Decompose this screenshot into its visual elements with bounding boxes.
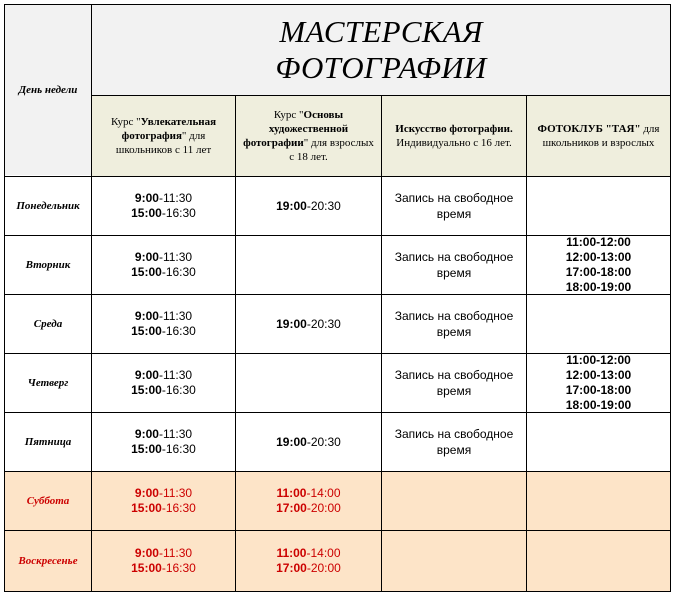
grid-line-horizontal [4, 235, 671, 236]
course-2-cell [236, 472, 381, 530]
time-start: 15:00 [131, 383, 162, 397]
time-slot [131, 486, 196, 501]
day-column-label: День недели [18, 84, 78, 96]
club-slot: 18:00-19:00 [565, 398, 632, 412]
column-header-suffix: " для взрослых с 18 лет. [289, 137, 374, 163]
individual-cell [382, 472, 526, 530]
time-slots [131, 309, 196, 339]
time-slots [131, 486, 196, 516]
time-start: 19:00 [276, 434, 307, 449]
time-slot [276, 435, 341, 450]
individual-cell [382, 354, 526, 412]
club-slot: 11:00-12:00 [566, 354, 631, 367]
time-separator: - [306, 198, 311, 213]
course-1-cell [92, 236, 235, 294]
day-cell [5, 354, 91, 412]
time-separator: - [306, 316, 311, 331]
course-1-cell [92, 177, 235, 235]
column-header-prefix: Курс " [110, 116, 141, 128]
time-slot [131, 442, 196, 457]
time-slots [131, 250, 196, 280]
time-end: 16:30 [165, 501, 196, 515]
time-end: 11:30 [162, 250, 193, 264]
time-slot [276, 561, 341, 576]
time-slot [131, 368, 196, 383]
photoclub-cell [527, 295, 670, 353]
day-name: Воскресенье [18, 555, 78, 567]
time-start: 11:00 [276, 486, 307, 500]
column-header-suffix: для школьников и взрослых [542, 123, 660, 149]
time-slot [276, 486, 341, 501]
booking-note: Запись на свободное время [394, 191, 514, 221]
grid-line-vertical [670, 4, 671, 592]
time-separator: - [161, 383, 166, 397]
day-name: Среда [33, 318, 63, 330]
time-slots [276, 435, 341, 450]
time-start: 15:00 [131, 206, 162, 220]
club-slot: 12:00-13:00 [565, 250, 632, 264]
column-header-text [382, 122, 526, 150]
photoclub-cell [527, 531, 670, 591]
time-separator: - [161, 561, 166, 575]
individual-cell [382, 295, 526, 353]
column-header-suffix: " для школьников с 11 лет [115, 130, 212, 156]
time-separator: - [158, 486, 163, 500]
course-1-cell [92, 531, 235, 591]
time-slot [276, 317, 341, 332]
column-header-1 [92, 96, 235, 176]
time-slot [131, 561, 196, 576]
column-header-bold: Основы художественной фотографии [243, 109, 349, 149]
grid-line-vertical [381, 95, 382, 592]
course-1-cell [92, 295, 235, 353]
time-separator: - [158, 250, 163, 264]
day-name: Понедельник [16, 200, 80, 212]
time-start: 11:00 [276, 546, 307, 560]
column-header-3 [382, 96, 526, 176]
time-slot [131, 191, 196, 206]
time-start: 15:00 [131, 265, 162, 279]
column-header-text [527, 122, 670, 150]
time-slots [276, 546, 341, 576]
grid-line-horizontal [4, 591, 671, 592]
time-end: 11:30 [162, 486, 193, 500]
time-end: 20:30 [310, 198, 341, 213]
photoclub-cell [527, 177, 670, 235]
photoclub-cell [527, 236, 670, 294]
time-start: 9:00 [134, 546, 159, 560]
course-2-cell [236, 413, 381, 471]
time-slot [131, 250, 196, 265]
grid-line-vertical [91, 4, 92, 592]
grid-line-vertical [235, 95, 236, 592]
column-header-4 [527, 96, 670, 176]
club-slots [566, 354, 631, 412]
day-cell [5, 472, 91, 530]
time-start: 9:00 [134, 250, 159, 264]
time-slot [276, 501, 341, 516]
course-1-cell [92, 472, 235, 530]
time-separator: - [158, 427, 163, 441]
column-header-prefix: Курс " [273, 109, 304, 121]
photoclub-cell [527, 472, 670, 530]
column-header-text [236, 108, 381, 164]
time-start: 15:00 [131, 324, 162, 338]
time-end: 11:30 [162, 191, 193, 205]
club-slot: 18:00-19:00 [565, 280, 632, 294]
column-header-text [92, 115, 235, 157]
booking-note: Запись на свободное время [394, 368, 514, 398]
time-slot [276, 199, 341, 214]
club-slot: 11:00-12:00 [566, 236, 631, 249]
time-end: 16:30 [165, 324, 196, 338]
time-slots [131, 427, 196, 457]
time-separator: - [306, 546, 311, 560]
time-separator: - [306, 486, 311, 500]
time-separator: - [306, 501, 311, 515]
column-header-bold: ФОТОКЛУБ "ТАЯ" [537, 123, 641, 135]
time-slot [131, 206, 196, 221]
column-header-bold: Увлекательная фотография [121, 116, 217, 142]
club-slot: 17:00-18:00 [565, 265, 632, 279]
grid-line-horizontal [4, 4, 671, 5]
time-separator: - [158, 309, 163, 323]
day-name: Пятница [24, 436, 72, 448]
grid-line-horizontal [4, 471, 671, 472]
time-separator: - [158, 368, 163, 382]
time-start: 15:00 [131, 501, 162, 515]
club-slot: 12:00-13:00 [565, 368, 632, 382]
day-cell [5, 531, 91, 591]
time-slot [131, 309, 196, 324]
grid-line-horizontal [4, 530, 671, 531]
time-end: 11:30 [162, 546, 193, 560]
booking-note: Запись на свободное время [394, 309, 514, 339]
day-cell [5, 236, 91, 294]
grid-line-horizontal [4, 353, 671, 354]
column-header-2 [236, 96, 381, 176]
day-cell [5, 295, 91, 353]
page-title-line-1: МАСТЕРСКАЯ [279, 14, 483, 49]
time-end: 20:00 [310, 501, 341, 515]
title-banner [92, 5, 670, 95]
individual-cell [382, 413, 526, 471]
individual-cell [382, 236, 526, 294]
time-end: 16:30 [165, 265, 196, 279]
time-slots [276, 317, 341, 332]
grid-line-horizontal [91, 95, 671, 96]
grid-line-horizontal [4, 176, 671, 177]
time-slots [276, 199, 341, 214]
time-separator: - [161, 206, 166, 220]
time-start: 9:00 [134, 368, 159, 382]
course-2-cell [236, 295, 381, 353]
time-start: 19:00 [276, 198, 307, 213]
time-end: 11:30 [162, 309, 193, 323]
time-slot [131, 265, 196, 280]
individual-cell [382, 177, 526, 235]
time-separator: - [161, 442, 166, 456]
time-end: 20:00 [310, 561, 341, 575]
time-slots [276, 486, 341, 516]
time-start: 9:00 [134, 486, 159, 500]
time-end: 14:00 [310, 546, 341, 560]
club-slot: 17:00-18:00 [565, 383, 632, 397]
day-cell [5, 413, 91, 471]
time-slots [131, 191, 196, 221]
time-slot [131, 324, 196, 339]
grid-line-vertical [526, 95, 527, 592]
time-separator: - [158, 546, 163, 560]
time-end: 20:30 [310, 316, 341, 331]
time-slot [276, 546, 341, 561]
course-1-cell [92, 413, 235, 471]
photoclub-cell [527, 354, 670, 412]
time-end: 16:30 [165, 206, 196, 220]
time-end: 16:30 [165, 442, 196, 456]
course-2-cell [236, 354, 381, 412]
grid-line-horizontal [4, 412, 671, 413]
time-start: 15:00 [131, 561, 162, 575]
course-2-cell [236, 531, 381, 591]
time-slot [131, 546, 196, 561]
time-slot [131, 427, 196, 442]
day-name: Суббота [26, 495, 70, 507]
day-column-header [5, 5, 91, 175]
time-end: 11:30 [162, 368, 193, 382]
column-header-suffix: Индивидуально с 16 лет. [396, 137, 512, 149]
individual-cell [382, 531, 526, 591]
booking-note: Запись на свободное время [394, 250, 514, 280]
time-slots [131, 368, 196, 398]
club-slots [566, 236, 631, 294]
time-end: 16:30 [165, 561, 196, 575]
time-end: 11:30 [162, 427, 193, 441]
time-start: 17:00 [276, 561, 307, 575]
time-separator: - [306, 434, 311, 449]
time-start: 9:00 [134, 427, 159, 441]
course-1-cell [92, 354, 235, 412]
time-start: 9:00 [134, 191, 159, 205]
photoclub-cell [527, 413, 670, 471]
time-slot [131, 383, 196, 398]
time-separator: - [161, 265, 166, 279]
course-2-cell [236, 236, 381, 294]
time-separator: - [161, 324, 166, 338]
day-name: Вторник [25, 259, 71, 271]
time-end: 14:00 [310, 486, 341, 500]
time-separator: - [158, 191, 163, 205]
time-start: 9:00 [134, 309, 159, 323]
time-slots [131, 546, 196, 576]
grid-line-vertical [4, 4, 5, 592]
day-name: Четверг [27, 377, 69, 389]
time-start: 19:00 [276, 316, 307, 331]
course-2-cell [236, 177, 381, 235]
time-slot [131, 501, 196, 516]
column-header-bold: Искусство фотографии. [395, 123, 513, 135]
time-start: 15:00 [131, 442, 162, 456]
time-start: 17:00 [276, 501, 307, 515]
grid-line-horizontal [4, 294, 671, 295]
page-title-line-2: ФОТОГРАФИИ [275, 50, 487, 85]
time-separator: - [161, 501, 166, 515]
day-cell [5, 177, 91, 235]
booking-note: Запись на свободное время [394, 427, 514, 457]
time-end: 16:30 [165, 383, 196, 397]
time-end: 20:30 [310, 434, 341, 449]
time-separator: - [306, 561, 311, 575]
